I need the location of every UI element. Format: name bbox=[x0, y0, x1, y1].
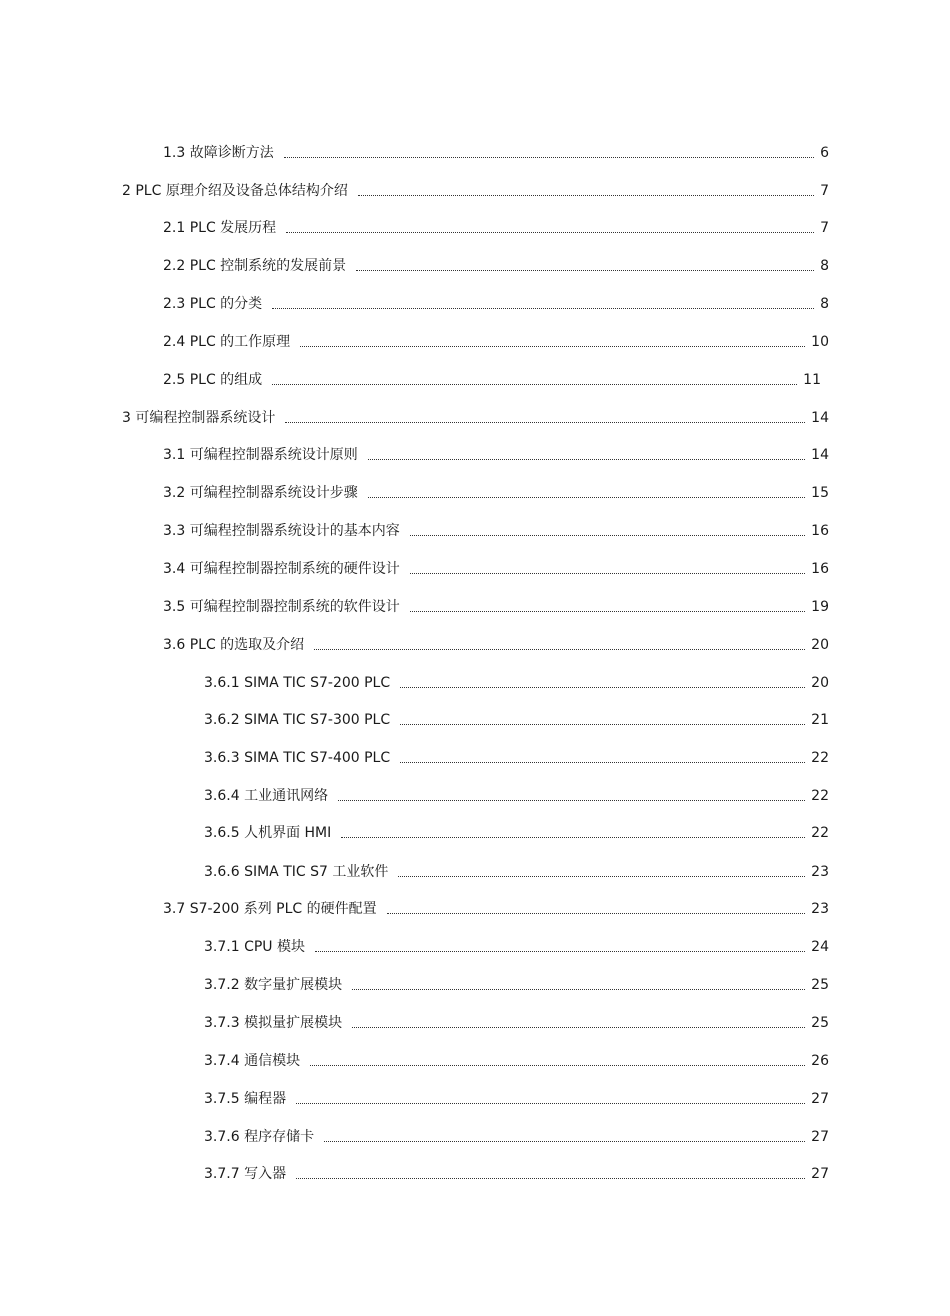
dot-leader bbox=[324, 1141, 805, 1142]
dot-leader bbox=[410, 535, 805, 536]
toc-entry-title: 3.6.6 SIMA TIC S7 工业软件 bbox=[204, 864, 389, 880]
dot-leader bbox=[272, 308, 814, 309]
dot-leader bbox=[400, 762, 805, 763]
toc-entry[interactable] bbox=[163, 213, 829, 237]
toc-entry-title: 3.6.3 SIMA TIC S7-400 PLC bbox=[204, 750, 391, 766]
toc-entry-title: 3 可编程控制器系统设计 bbox=[122, 410, 276, 426]
toc-entry[interactable] bbox=[163, 478, 829, 502]
toc-entry-title: 3.1 可编程控制器系统设计原则 bbox=[163, 447, 358, 463]
toc-entry-page-number: 22 bbox=[811, 750, 829, 766]
toc-entry[interactable] bbox=[163, 327, 829, 351]
dot-leader bbox=[352, 1027, 805, 1028]
dot-leader bbox=[314, 649, 805, 650]
toc-entry[interactable] bbox=[204, 857, 829, 881]
toc-entry[interactable] bbox=[204, 705, 829, 729]
dot-leader bbox=[341, 837, 805, 838]
toc-entry-page-number: 20 bbox=[811, 637, 829, 653]
toc-entry-title: 2.1 PLC 发展历程 bbox=[163, 220, 277, 236]
toc-entry[interactable] bbox=[204, 781, 829, 805]
dot-leader bbox=[398, 876, 805, 877]
toc-entry-title: 3.2 可编程控制器系统设计步骤 bbox=[163, 485, 358, 501]
toc-entry-page-number: 15 bbox=[811, 485, 829, 501]
toc-entry[interactable] bbox=[163, 516, 829, 540]
toc-entry-page-number: 7 bbox=[820, 220, 829, 236]
toc-entry-page-number: 22 bbox=[811, 825, 829, 841]
dot-leader bbox=[358, 195, 814, 196]
toc-entry-title: 3.6.2 SIMA TIC S7-300 PLC bbox=[204, 712, 391, 728]
dot-leader bbox=[400, 687, 805, 688]
toc-entry-page-number: 19 bbox=[811, 599, 829, 615]
toc-entry-page-number: 23 bbox=[811, 864, 829, 880]
dot-leader bbox=[410, 573, 805, 574]
toc-entry[interactable] bbox=[163, 251, 829, 275]
toc-entry[interactable] bbox=[163, 289, 829, 313]
toc-entry-title: 3.6.5 人机界面 HMI bbox=[204, 825, 332, 841]
toc-entry-title: 3.7.2 数字量扩展模块 bbox=[204, 977, 343, 993]
toc-entry-title: 3.7.1 CPU 模块 bbox=[204, 939, 305, 955]
dot-leader bbox=[368, 459, 805, 460]
toc-entry[interactable] bbox=[163, 554, 829, 578]
toc-entry-page-number: 24 bbox=[811, 939, 829, 955]
toc-entry-title: 2.2 PLC 控制系统的发展前景 bbox=[163, 258, 347, 274]
dot-leader bbox=[272, 384, 797, 385]
toc-entry-page-number: 26 bbox=[811, 1053, 829, 1069]
toc-entry[interactable] bbox=[163, 592, 829, 616]
dot-leader bbox=[284, 157, 814, 158]
toc-entry-page-number: 14 bbox=[811, 447, 829, 463]
toc-entry[interactable] bbox=[163, 440, 829, 464]
toc-entry-title: 3.7.3 模拟量扩展模块 bbox=[204, 1015, 343, 1031]
dot-leader bbox=[310, 1065, 805, 1066]
toc-entry-title: 2.4 PLC 的工作原理 bbox=[163, 334, 291, 350]
toc-entry[interactable] bbox=[122, 176, 829, 200]
toc-entry-page-number: 27 bbox=[811, 1129, 829, 1145]
toc-entry-page-number: 6 bbox=[820, 145, 829, 161]
dot-leader bbox=[300, 346, 805, 347]
toc-entry[interactable] bbox=[204, 1159, 829, 1183]
dot-leader bbox=[400, 724, 805, 725]
toc-entry-title: 3.6.4 工业通讯网络 bbox=[204, 788, 329, 804]
toc-entry-page-number: 22 bbox=[811, 788, 829, 804]
toc-entry[interactable] bbox=[122, 403, 829, 427]
toc-entry-page-number: 10 bbox=[811, 334, 829, 350]
toc-entry[interactable] bbox=[163, 630, 829, 654]
dot-leader bbox=[338, 800, 805, 801]
dot-leader bbox=[296, 1103, 805, 1104]
toc-entry-page-number: 20 bbox=[811, 675, 829, 691]
toc-entry-title: 3.6 PLC 的选取及介绍 bbox=[163, 637, 305, 653]
toc-entry-page-number: 16 bbox=[811, 523, 829, 539]
toc-entry[interactable] bbox=[204, 1084, 829, 1108]
toc-entry-title: 3.6.1 SIMA TIC S7-200 PLC bbox=[204, 675, 391, 691]
toc-entry-page-number: 27 bbox=[811, 1166, 829, 1182]
dot-leader bbox=[368, 497, 805, 498]
toc-entry[interactable] bbox=[204, 743, 829, 767]
toc-entry[interactable] bbox=[204, 932, 829, 956]
toc-entry-title: 3.7.6 程序存储卡 bbox=[204, 1129, 315, 1145]
toc-entry[interactable] bbox=[163, 894, 829, 918]
toc-entry-page-number: 8 bbox=[820, 296, 829, 312]
toc-entry-title: 3.7.5 编程器 bbox=[204, 1091, 287, 1107]
toc-entry-page-number: 8 bbox=[820, 258, 829, 274]
dot-leader bbox=[286, 232, 814, 233]
toc-entry-title: 3.7.7 写入器 bbox=[204, 1166, 287, 1182]
toc-entry[interactable] bbox=[204, 1046, 829, 1070]
dot-leader bbox=[296, 1178, 805, 1179]
toc-entry-page-number: 25 bbox=[811, 1015, 829, 1031]
dot-leader bbox=[387, 913, 806, 914]
dot-leader bbox=[285, 422, 805, 423]
toc-entry-title: 3.3 可编程控制器系统设计的基本内容 bbox=[163, 523, 400, 539]
toc-entry[interactable] bbox=[204, 1008, 829, 1032]
toc-entry-title: 1.3 故障诊断方法 bbox=[163, 145, 274, 161]
toc-entry-page-number: 14 bbox=[811, 410, 829, 426]
toc-entry[interactable] bbox=[163, 365, 821, 389]
toc-entry-title: 3.7.4 通信模块 bbox=[204, 1053, 301, 1069]
toc-entry-title: 2 PLC 原理介绍及设备总体结构介绍 bbox=[122, 183, 348, 199]
toc-entry-page-number: 25 bbox=[811, 977, 829, 993]
toc-entry-page-number: 23 bbox=[811, 901, 829, 917]
toc-entry[interactable] bbox=[204, 818, 829, 842]
toc-entry-page-number: 7 bbox=[820, 183, 829, 199]
dot-leader bbox=[356, 270, 814, 271]
toc-entry[interactable] bbox=[204, 668, 829, 692]
toc-entry-page-number: 11 bbox=[803, 372, 821, 388]
toc-entry-title: 3.7 S7-200 系列 PLC 的硬件配置 bbox=[163, 901, 377, 917]
toc-entry[interactable] bbox=[163, 138, 829, 162]
toc-entry-title: 3.4 可编程控制器控制系统的硬件设计 bbox=[163, 561, 400, 577]
toc-entry-title: 2.3 PLC 的分类 bbox=[163, 296, 263, 312]
toc-entry-page-number: 21 bbox=[811, 712, 829, 728]
toc-entry-title: 2.5 PLC 的组成 bbox=[163, 372, 263, 388]
toc-entry-title: 3.5 可编程控制器控制系统的软件设计 bbox=[163, 599, 400, 615]
toc-entry-page-number: 27 bbox=[811, 1091, 829, 1107]
dot-leader bbox=[315, 951, 805, 952]
toc-entry[interactable] bbox=[204, 970, 829, 994]
toc-entry[interactable] bbox=[204, 1122, 829, 1146]
toc-entry-page-number: 16 bbox=[811, 561, 829, 577]
dot-leader bbox=[352, 989, 805, 990]
dot-leader bbox=[410, 611, 805, 612]
